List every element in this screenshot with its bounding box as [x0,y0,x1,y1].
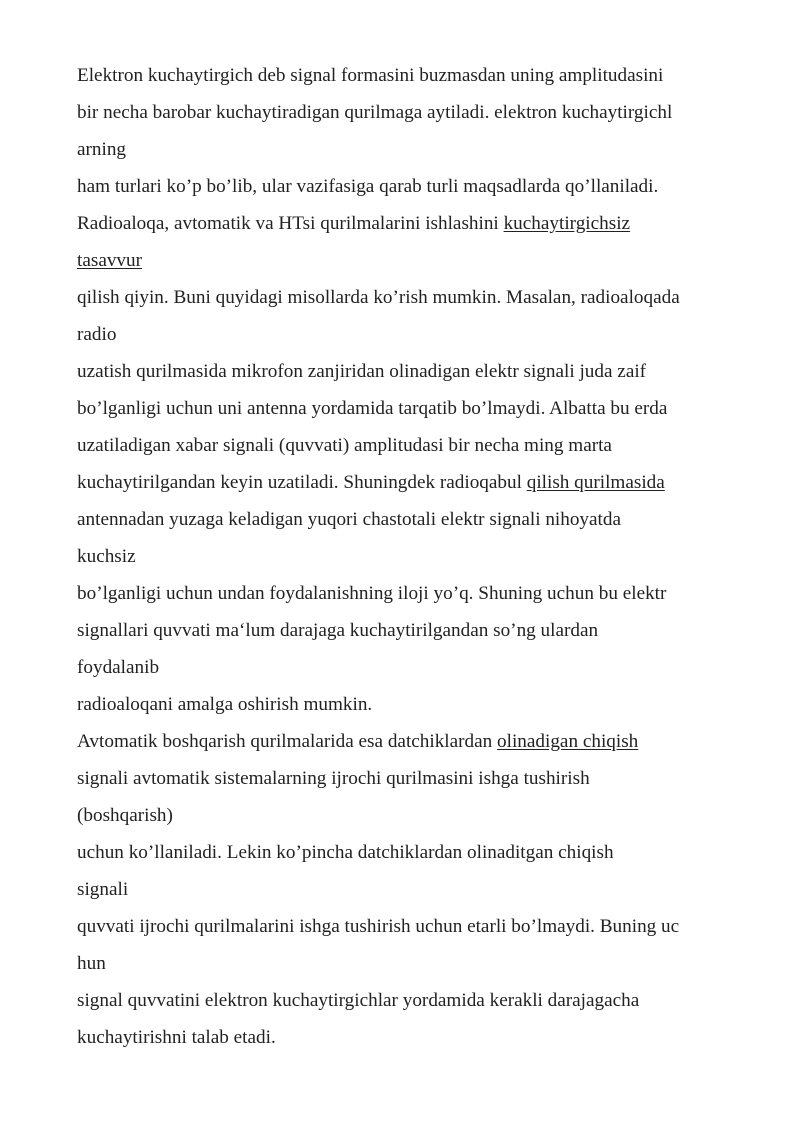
text-line: quvvati ijrochi qurilmalarini ishga tushirish uchun etarli bo’lmaydi. Buning uc [77,916,680,937]
text-line: radio [77,324,117,345]
text-line: qilish qiyin. Buni quyidagi misollarda ko’rish mumkin. Masalan, radioaloqada [77,287,680,308]
text-line [77,464,767,501]
text-line [77,242,767,279]
text-line [77,723,767,760]
text-line: signal quvvatini elektron kuchaytirgichlar yordamida kerakli darajagacha [77,990,640,1011]
text-line: uzatiladigan xabar signali (quvvati) amplitudasi bir necha ming marta [77,435,612,456]
text-line: kuchaytirishni talab etadi. [77,1027,276,1048]
text-line: hun [77,953,106,974]
underlined-link[interactable]: kuchaytirgichsiz [503,213,631,234]
text-line: uzatish qurilmasida mikrofon zanjiridan olinadigan elektr signali juda zaif [77,361,647,382]
underlined-link[interactable]: olinadigan chiqish [497,731,639,752]
text-line: signali [77,879,129,900]
text-line: bir necha barobar kuchaytiradigan qurilmaga aytiladi. elektron kuchaytirgichl [77,102,673,123]
text-segment: kuchaytirilgandan keyin uzatiladi. Shuningdek radioqabul [77,472,527,493]
document-body [77,57,767,1056]
text-segment: Radioaloqa, avtomatik va HTsi qurilmalarini ishlashini [77,213,504,234]
underlined-link[interactable]: tasavvur [77,250,143,271]
text-line: bo’lganligi uchun uni antenna yordamida tarqatib bo’lmaydi. Albatta bu erda [77,398,668,419]
underlined-link[interactable]: qilish qurilmasida [526,472,665,493]
text-line: radioaloqani amalga oshirish mumkin. [77,694,373,715]
text-line: uchun ko’llaniladi. Lekin ko’pincha datchiklardan olinaditgan chiqish [77,842,614,863]
text-line [77,205,767,242]
text-line: ham turlari ko’p bo’lib, ular vazifasiga qarab turli maqsadlarda qo’llaniladi. [77,176,659,197]
text-line: bo’lganligi uchun undan foydalanishning iloji yo’q. Shuning uchun bu elektr [77,583,667,604]
text-line: kuchsiz [77,546,136,567]
text-segment: Avtomatik boshqarish qurilmalarida esa datchiklardan [77,731,498,752]
text-line: signali avtomatik sistemalarning ijrochi qurilmasini ishga tushirish [77,768,590,789]
text-line: arning [77,139,127,160]
text-line: Elektron kuchaytirgich deb signal formasini buzmasdan uning amplitudasini [77,65,664,86]
text-line: (boshqarish) [77,805,173,826]
text-line: antennadan yuzaga keladigan yuqori chastotali elektr signali nihoyatda [77,509,621,530]
text-line: signallari quvvati ma‘lum darajaga kuchaytirilgandan so’ng ulardan [77,620,599,641]
text-line: foydalanib [77,657,160,678]
